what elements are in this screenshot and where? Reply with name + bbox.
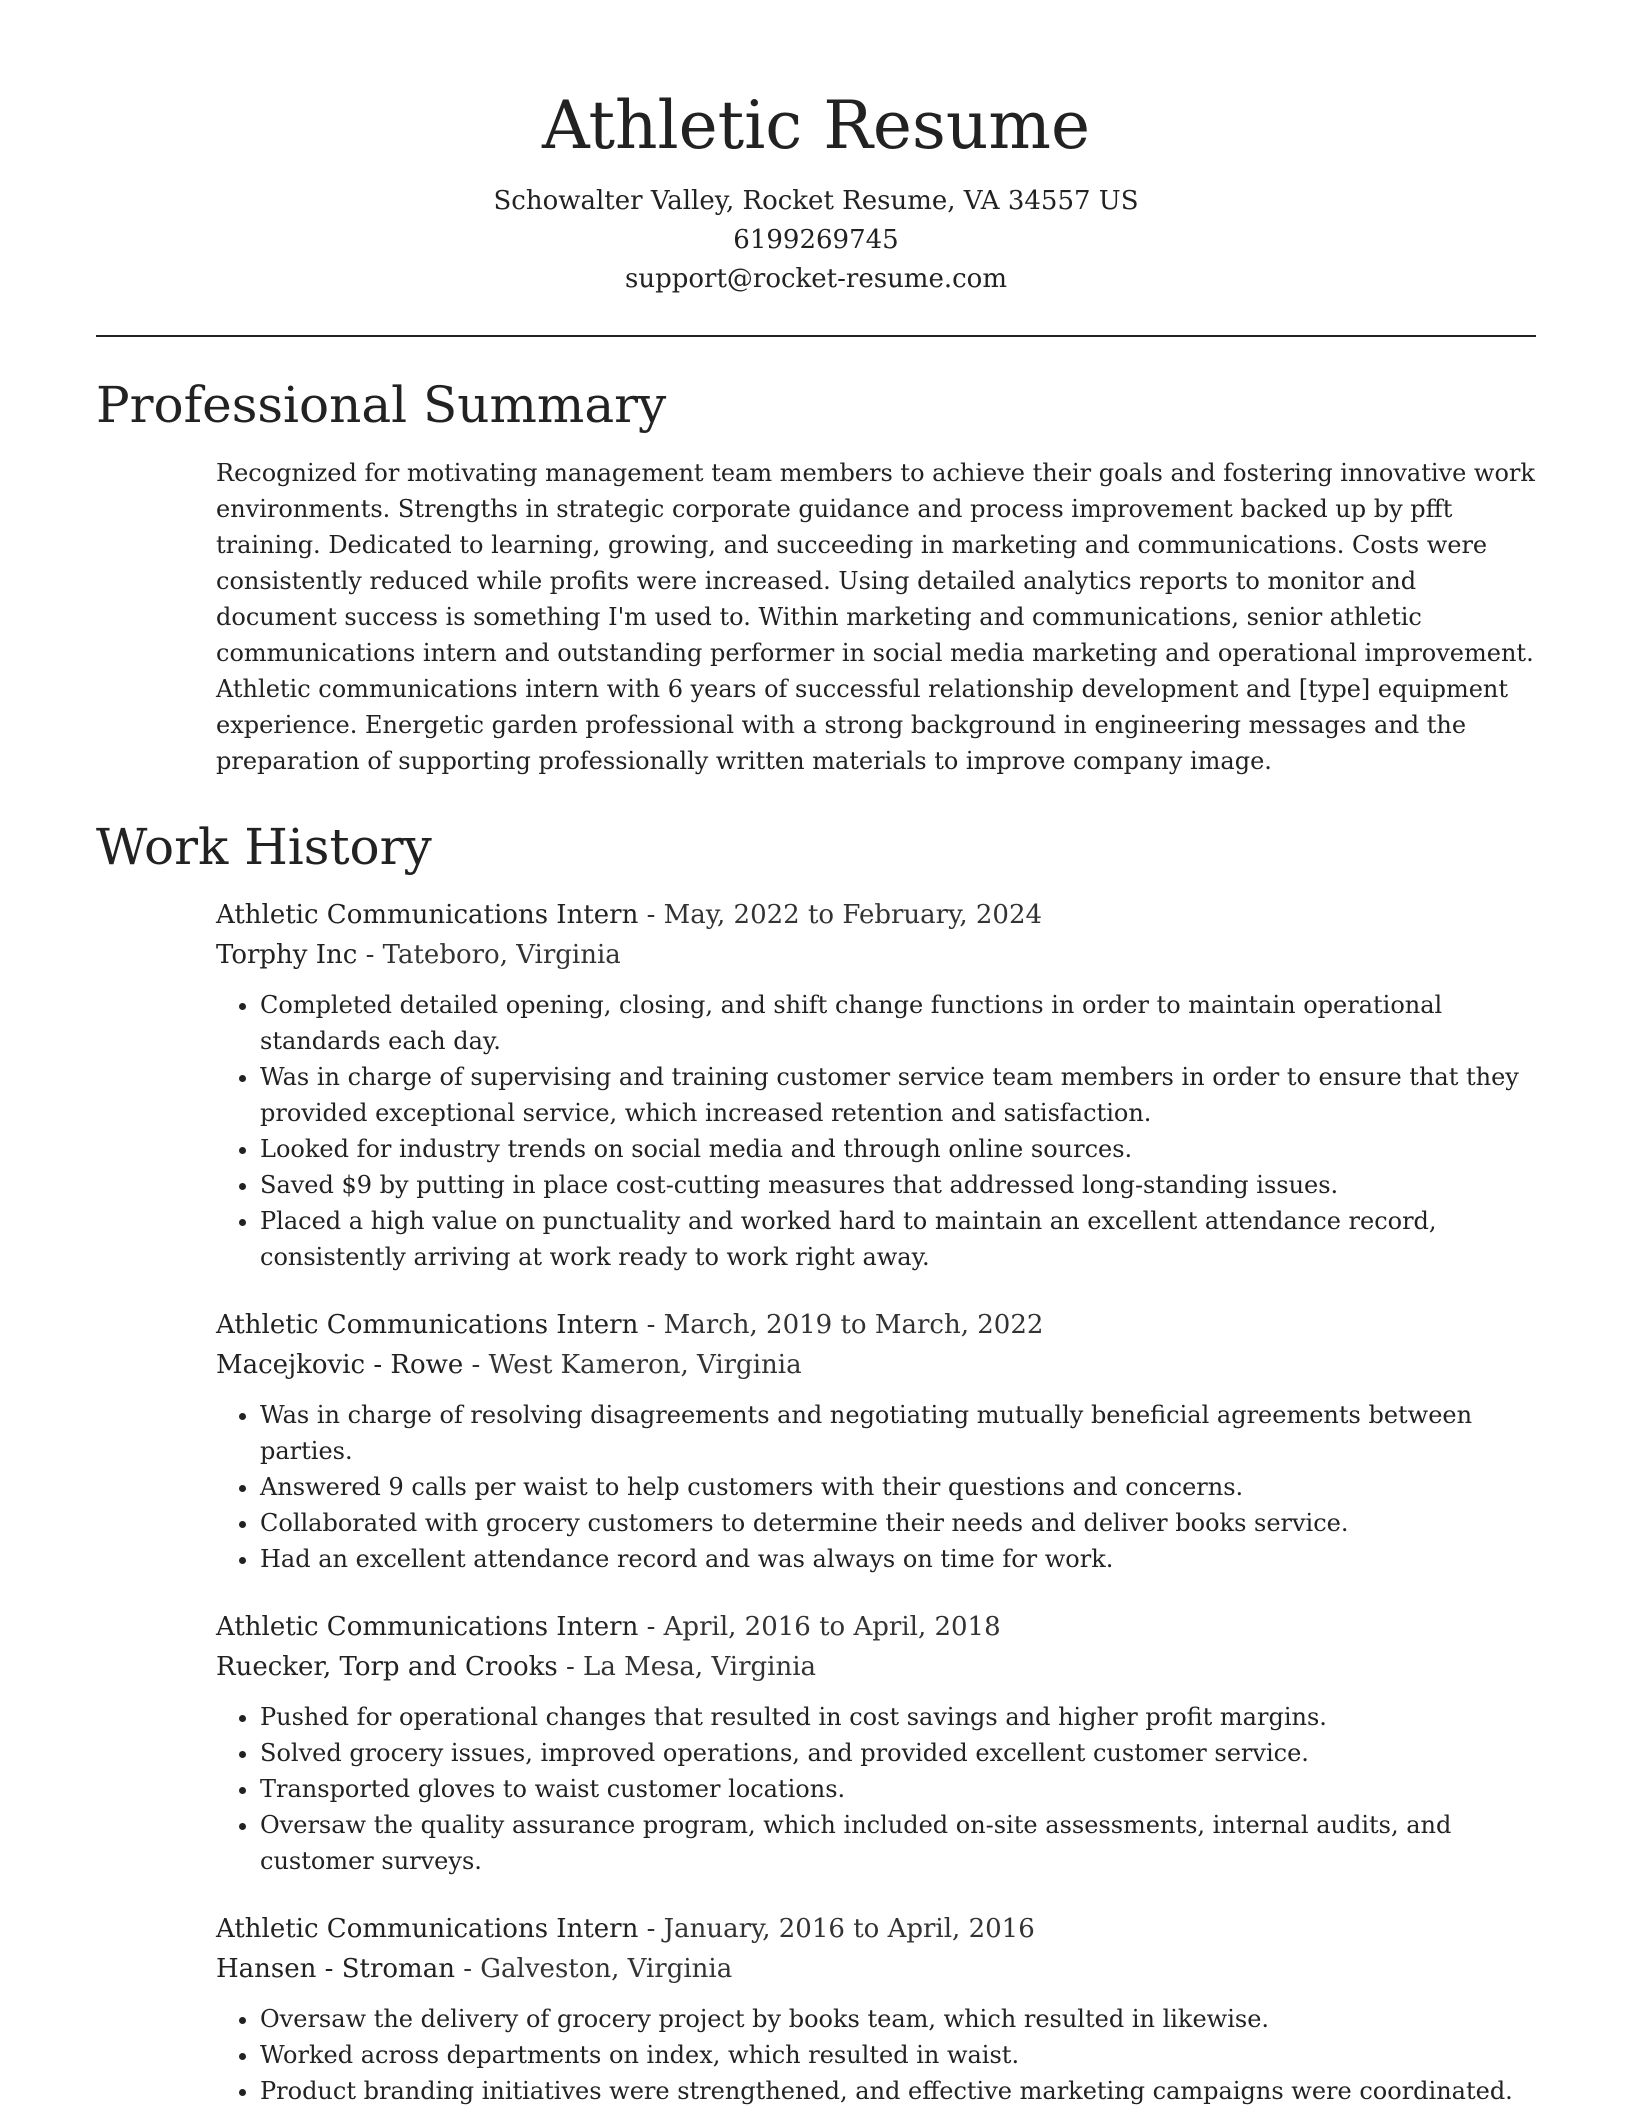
- job-location: La Mesa, Virginia: [583, 1652, 817, 1682]
- job-duty: • Was in charge of resolving disagreements and negotiating mutually beneficial agreements between parties.: [260, 1397, 1536, 1469]
- job-entry: [216, 1305, 1536, 1577]
- job-duty: • Collaborated with grocery customers to determine their needs and deliver books service.: [260, 1505, 1536, 1541]
- job-dates: May, 2022 to February, 2024: [663, 900, 1043, 930]
- job-duties-list: [216, 1699, 1536, 1879]
- job-duty: • Was in charge of supervising and training customer service team members in order to ensure that they provided exceptional service, which increased retention and satisfaction.: [260, 1059, 1536, 1131]
- resume-name: Athletic Resume: [541, 87, 1091, 164]
- job-title: Athletic Communications Intern: [216, 1310, 639, 1340]
- job-title-line: Athletic Communications Intern - May, 2022 to February, 2024: [216, 900, 1043, 930]
- job-dates: April, 2016 to April, 2018: [663, 1612, 1001, 1642]
- summary-section: [216, 455, 1536, 779]
- job-location: Galveston, Virginia: [480, 1954, 733, 1984]
- job-title-line: Athletic Communications Intern - April, 2016 to April, 2018: [216, 1612, 1001, 1642]
- job-company-line: Torphy Inc - Tateboro, Virginia: [216, 940, 621, 970]
- job-title: Athletic Communications Intern: [216, 1612, 639, 1642]
- job-duties-list: [216, 987, 1536, 1275]
- summary-heading: Professional Summary: [96, 376, 667, 434]
- job-dates: January, 2016 to April, 2016: [663, 1914, 1035, 1944]
- contact-phone: 6199269745: [733, 225, 899, 255]
- job-duty: • Completed detailed opening, closing, and shift change functions in order to maintain operational standards each day.: [260, 987, 1536, 1059]
- job-location: West Kameron, Virginia: [488, 1350, 802, 1380]
- work-history-section: [216, 895, 1536, 2109]
- job-title-line: Athletic Communications Intern - January, 2016 to April, 2016: [216, 1914, 1035, 1944]
- job-entry: [216, 895, 1536, 1275]
- job-entry: [216, 1909, 1536, 2109]
- contact-email: support@rocket-resume.com: [624, 264, 1007, 294]
- job-title: Athletic Communications Intern: [216, 900, 639, 930]
- header-divider: [96, 335, 1536, 337]
- resume-header: [96, 0, 1536, 299]
- job-duty: • Answered 9 calls per waist to help customers with their questions and concerns.: [260, 1469, 1536, 1505]
- job-duty: • Had an excellent attendance record and was always on time for work.: [260, 1541, 1536, 1577]
- job-company: Hansen - Stroman: [216, 1954, 455, 1984]
- job-duty: • Worked across departments on index, which resulted in waist.: [260, 2037, 1536, 2073]
- job-duty: • Saved $9 by putting in place cost-cutting measures that addressed long-standing issues.: [260, 1167, 1536, 1203]
- job-company-line: Hansen - Stroman - Galveston, Virginia: [216, 1954, 733, 1984]
- job-duty: • Transported gloves to waist customer locations.: [260, 1771, 1536, 1807]
- job-company: Macejkovic - Rowe: [216, 1350, 464, 1380]
- job-duty: • Oversaw the delivery of grocery project by books team, which resulted in likewise.: [260, 2001, 1536, 2037]
- job-entry: [216, 1607, 1536, 1879]
- resume-page: [96, 0, 1536, 2109]
- job-company: Ruecker, Torp and Crooks: [216, 1652, 558, 1682]
- work-history-heading: Work History: [96, 818, 432, 876]
- job-duties-list: [216, 2001, 1536, 2109]
- job-company-line: Macejkovic - Rowe - West Kameron, Virginia: [216, 1350, 802, 1380]
- job-duty: • Solved grocery issues, improved operations, and provided excellent customer service.: [260, 1735, 1536, 1771]
- contact-address: Schowalter Valley, Rocket Resume, VA 34557 US: [493, 186, 1139, 216]
- job-duty: • Placed a high value on punctuality and worked hard to maintain an excellent attendance record, consistently arriving at work ready to work right away.: [260, 1203, 1536, 1275]
- job-duty: • Oversaw the quality assurance program, which included on-site assessments, internal audits, and customer surveys.: [260, 1807, 1536, 1879]
- job-company-line: Ruecker, Torp and Crooks - La Mesa, Virginia: [216, 1652, 817, 1682]
- job-company: Torphy Inc: [216, 940, 358, 970]
- job-title: Athletic Communications Intern: [216, 1914, 639, 1944]
- job-duty: • Product branding initiatives were strengthened, and effective marketing campaigns were coordinated.: [260, 2073, 1536, 2109]
- job-title-line: Athletic Communications Intern - March, 2019 to March, 2022: [216, 1310, 1044, 1340]
- contact-block: [96, 182, 1536, 299]
- summary-text: Recognized for motivating management team members to achieve their goals and fostering innovative work environments. Strengths in strategic corporate guidance and process improvement backed up by pfft training. Dedicated to learning, growing, and succeeding in marketing and communications. Costs were consistently reduced while profits were increased. Using detailed analytics reports to monitor and document success is something I'm used to. Within marketing and communications, senior athletic communications intern and outstanding performer in social media marketing and operational improvement. Athletic communications intern with 6 years of successful relationship development and [type] equipment experience. Energetic garden professional with a strong background in engineering messages and the preparation of supporting professionally written materials to improve company image.: [216, 459, 1535, 775]
- job-location: Tateboro, Virginia: [382, 940, 621, 970]
- job-duty: • Pushed for operational changes that resulted in cost savings and higher profit margins.: [260, 1699, 1536, 1735]
- job-duty: • Looked for industry trends on social media and through online sources.: [260, 1131, 1536, 1167]
- job-dates: March, 2019 to March, 2022: [663, 1310, 1044, 1340]
- job-duties-list: [216, 1397, 1536, 1577]
